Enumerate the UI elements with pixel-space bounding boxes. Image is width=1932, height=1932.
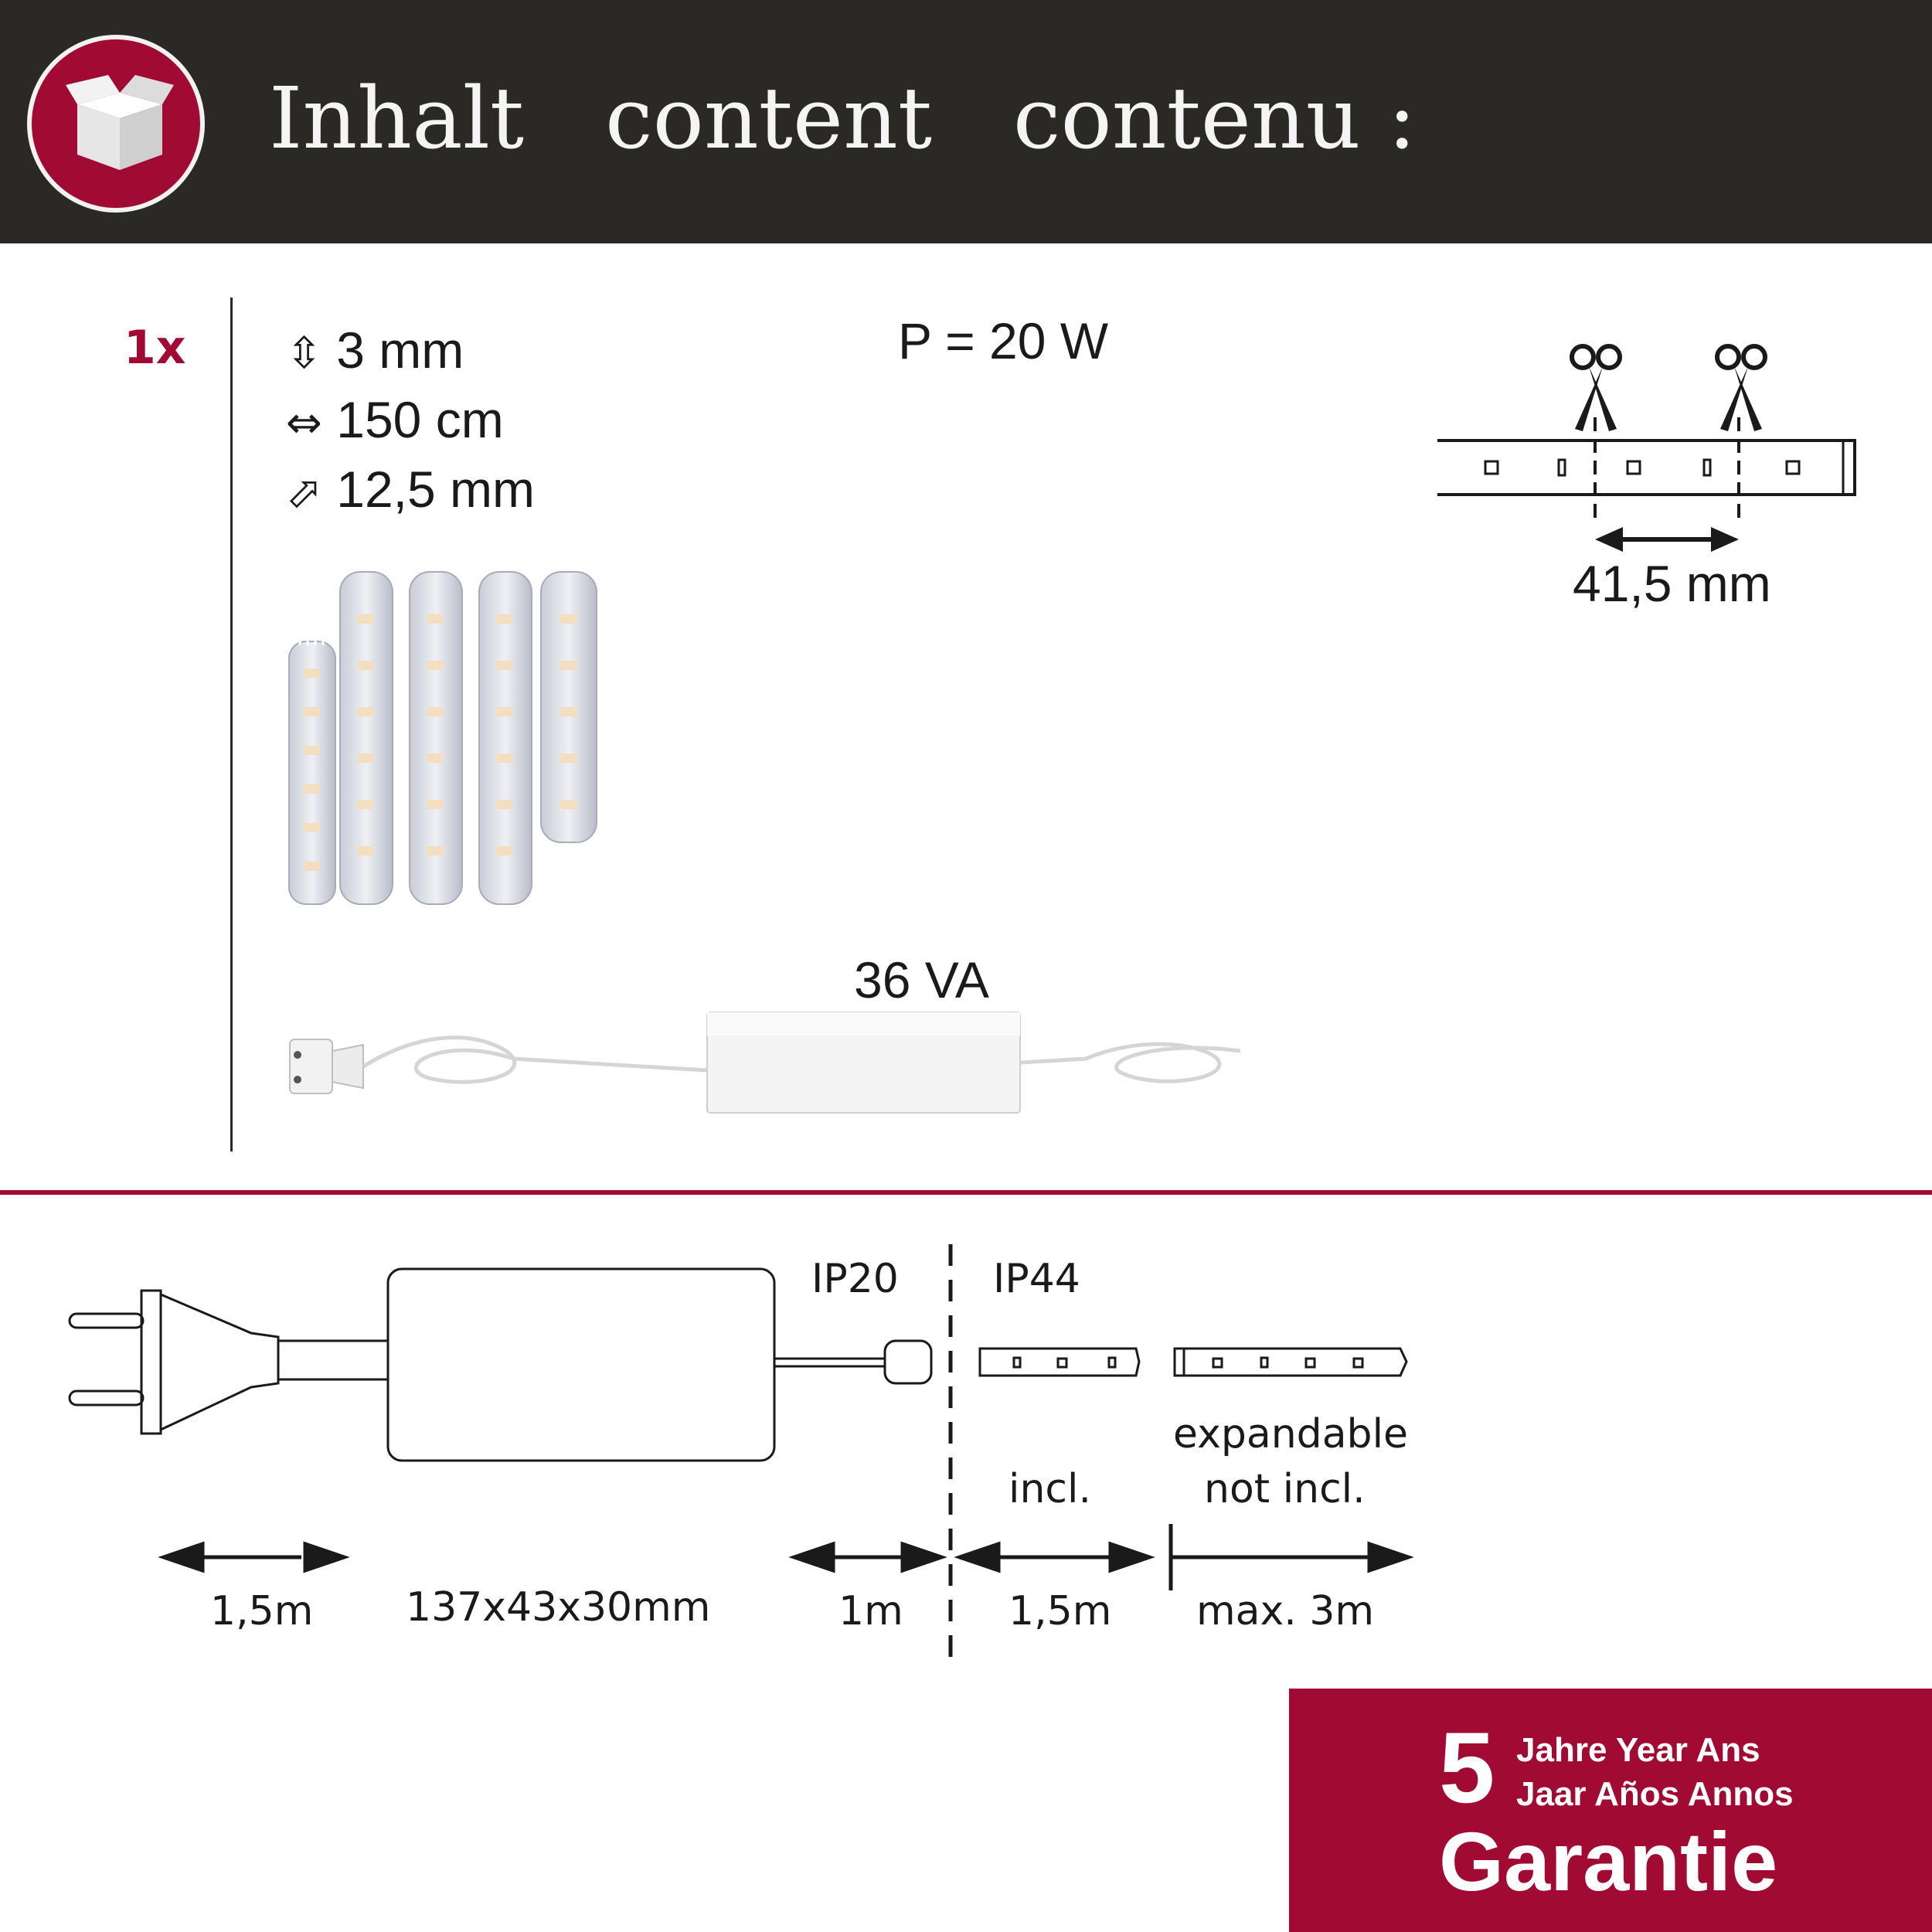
cable-length-label: 1,5m xyxy=(210,1588,314,1634)
box-icon xyxy=(62,73,178,174)
length-arrows-icon: ⇔ xyxy=(286,398,322,448)
cut-distance-label: 41,5 mm xyxy=(1573,555,1771,612)
cut-points-diagram xyxy=(1437,332,1870,564)
warranty-years: 5 xyxy=(1439,1711,1495,1824)
power-label: P = 20 W xyxy=(898,312,1109,369)
ip20-label: IP20 xyxy=(811,1256,899,1302)
section-divider xyxy=(0,1190,1932,1195)
spec-width: ⬀ 12,5 mm xyxy=(286,461,536,518)
ip44-label: IP44 xyxy=(993,1256,1080,1302)
power-supply-image xyxy=(274,1005,1264,1121)
max-length-label: max. 3m xyxy=(1196,1588,1375,1634)
scissors-icon xyxy=(1717,346,1765,431)
warranty-word: Garantie xyxy=(1439,1815,1778,1908)
width-arrow-icon: ⬀ xyxy=(286,468,322,518)
led-strip-coil-image xyxy=(286,568,611,908)
spec-length: ⇔ 150 cm xyxy=(286,391,504,448)
strip-length-label: 1,5m xyxy=(1009,1588,1112,1634)
warranty-line-2: Jaar Años Annos xyxy=(1516,1775,1794,1813)
included-label: incl. xyxy=(1009,1466,1091,1512)
warranty-line-1: Jahre Year Ans xyxy=(1516,1731,1760,1769)
expandable-label: expandable xyxy=(1173,1411,1409,1458)
height-arrows-icon: ⇳ xyxy=(286,328,322,379)
divider-vertical xyxy=(230,298,233,1151)
not-included-label: not incl. xyxy=(1204,1466,1366,1512)
transformer-rating: 36 VA xyxy=(854,951,989,1009)
driver-size-label: 137x43x30mm xyxy=(406,1584,711,1631)
spec-height: ⇳ 3 mm xyxy=(286,321,464,379)
quantity-label: 1x xyxy=(124,321,186,375)
page-title: Inhalt content contenu : xyxy=(269,69,1417,168)
lead-length-label: 1m xyxy=(838,1588,903,1634)
